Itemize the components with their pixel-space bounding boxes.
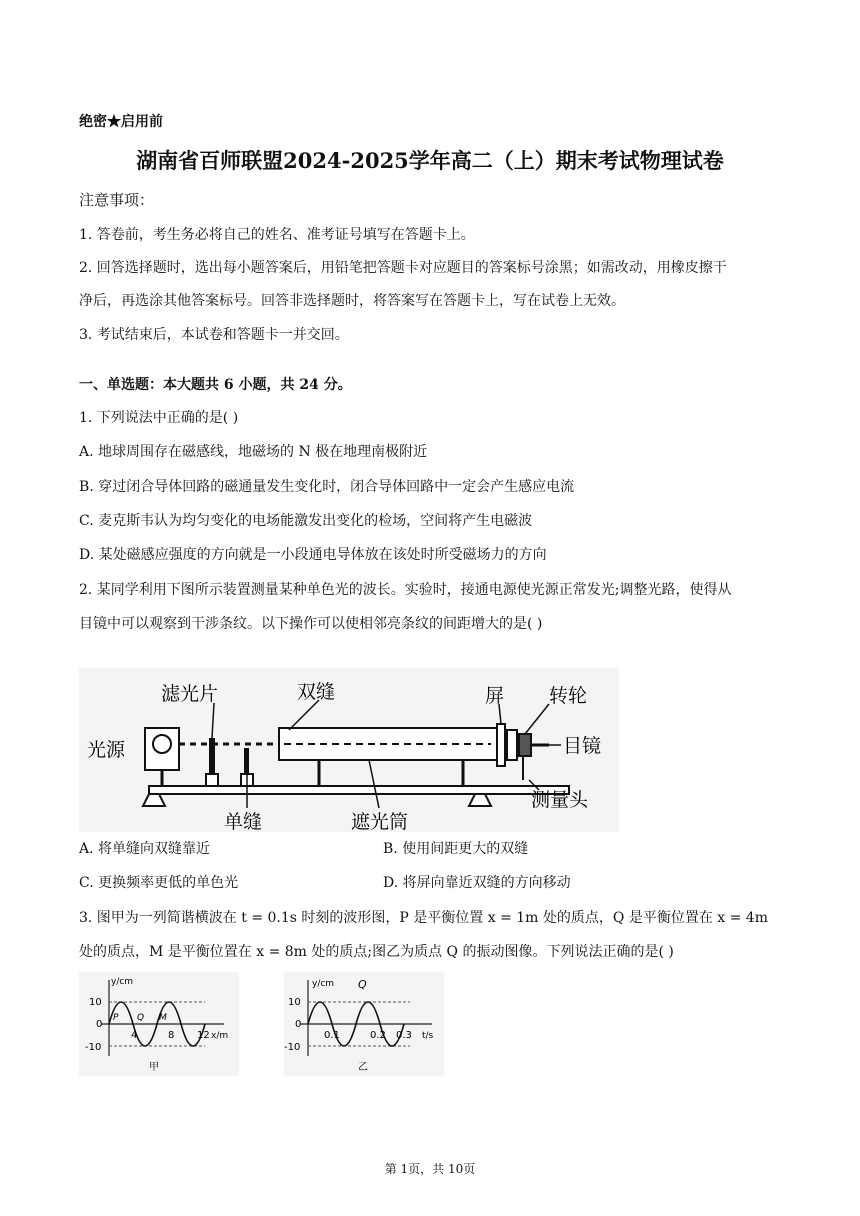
graph-yi-xtick: 0.2 [370,1030,386,1041]
graph-yi-ylabel: y/cm [312,979,335,989]
graph-yi-xtick: 0.1 [324,1030,340,1041]
graph-yi-caption: 乙 [358,1062,368,1073]
graph-yi-q-mark: Q [358,978,367,991]
graph-jia-ytick: -10 [85,1042,102,1053]
question-3-stem-line1: 3. 图甲为一列简谐横波在 t = 0.1s 时刻的波形图，P 是平衡位置 x = 1m 处的质点，Q 是平衡位置在 x = 4m [79,910,768,926]
confidential-mark: 绝密★启用前 [79,114,163,130]
double-slit-apparatus-figure [79,668,619,832]
question-1-option-b: B. 穿过闭合导体回路的磁通量发生变化时，闭合导体回路中一定会产生感应电流 [79,479,575,495]
question-1-option-c: C. 麦克斯韦认为均匀变化的电场能激发出变化的检场，空间将产生电磁波 [79,513,533,529]
question-2-option-c: C. 更换频率更低的单色光 [79,875,239,891]
graph-jia-xlabel: x/m [211,1031,229,1041]
graph-yi-ytick: -10 [284,1042,301,1053]
label-screen: 屏 [485,685,505,707]
vibration-graph-yi [284,972,444,1076]
question-2-stem-line1: 2. 某同学利用下图所示装置测量某种单色光的波长。实验时，接通电源使光源正常发光;调整光路，使得从 [79,582,732,598]
notice-item-2: 2. 回答选择题时，选出每小题答案后，用铅笔把答题卡对应题目的答案标号涂黑；如需改动，用橡皮擦干 [79,260,727,276]
label-double-slit: 双缝 [297,681,336,703]
notice-item-1: 1. 答卷前，考生务必将自己的姓名、准考证号填写在答题卡上。 [79,227,475,243]
graph-yi-xlabel: t/s [422,1031,434,1041]
graph-jia-ytick: 0 [96,1019,103,1030]
label-filter: 滤光片 [161,683,219,705]
question-1-stem: 1. 下列说法中正确的是( ) [79,410,239,426]
question-3-stem-line2: 处的质点，M 是平衡位置在 x = 8m 处的质点;图乙为质点 Q 的振动图像。下列说法正确的是( ) [79,944,674,960]
point-p-label: P [113,1013,119,1023]
graph-yi-xtick: 0.3 [396,1030,412,1041]
notice-heading: 注意事项： [79,191,155,209]
graph-jia-xtick: 4 [131,1030,138,1041]
question-1-option-a: A. 地球周围存在磁感线，地磁场的 N 极在地理南极附近 [79,444,428,460]
graph-jia-xtick: 8 [168,1030,175,1041]
label-eyepiece: 目镜 [563,735,602,757]
wave-graph-jia [79,972,239,1076]
graph-jia-ylabel: y/cm [111,977,134,987]
point-q-label: Q [137,1013,145,1023]
label-measuring-head: 测量头 [531,789,589,811]
page-title: 湖南省百师联盟2024-2025学年高二（上）期末考试物理试卷 [136,148,724,173]
question-2-stem-line2: 目镜中可以观察到干涉条纹。以下操作可以使相邻亮条纹的间距增大的是( ) [79,616,543,632]
graph-yi-ytick: 10 [288,997,301,1008]
page-footer: 第 1页，共 10页 [384,1162,476,1176]
graph-jia-ytick: 10 [89,997,102,1008]
question-2-option-d: D. 将屏向靠近双缝的方向移动 [383,875,571,891]
notice-item-3: 3. 考试结束后，本试卷和答题卡一并交回。 [79,327,349,343]
section-heading: 一、单选题：本大题共 6 小题，共 24 分。 [79,377,352,393]
graph-jia-xtick: 12 [197,1030,210,1041]
label-wheel: 转轮 [549,685,588,707]
graph-jia-caption: 甲 [149,1062,159,1073]
point-m-label: M [159,1013,167,1023]
label-light-source: 光源 [87,739,126,761]
question-2-option-b: B. 使用间距更大的双缝 [383,841,529,857]
label-tube: 遮光筒 [351,811,409,832]
label-single-slit: 单缝 [224,811,263,832]
question-1-option-d: D. 某处磁感应强度的方向就是一小段通电导体放在该处时所受磁场力的方向 [79,547,547,563]
notice-item-2-cont: 净后，再选涂其他答案标号。回答非选择题时，将答案写在答题卡上，写在试卷上无效。 [79,293,625,309]
graph-yi-ytick: 0 [295,1019,302,1030]
question-2-option-a: A. 将单缝向双缝靠近 [79,841,211,857]
